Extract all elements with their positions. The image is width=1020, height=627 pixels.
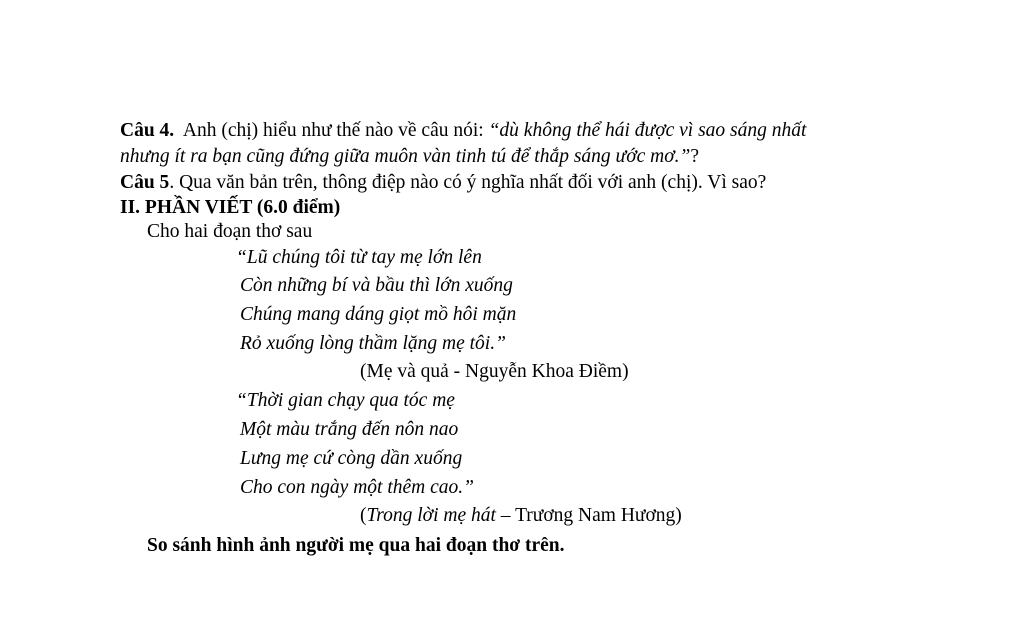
question-4-quote-part2: nhưng ít ra bạn cũng đứng giữa muôn vàn tinh tú để thắp sáng ước mơ.” — [120, 146, 691, 167]
question-5 — [120, 171, 766, 195]
question-4-tail: ? — [690, 146, 699, 167]
writing-task: So sánh hình ảnh người mẹ qua hai đoạn thơ trên. — [147, 535, 565, 556]
question-4-line-2 — [120, 145, 699, 169]
poem-2-source-title: Trong lời mẹ hát — [366, 505, 496, 526]
poem-1-source: (Mẹ và quả - Nguyễn Khoa Điềm) — [360, 361, 629, 382]
poem-1-line: “Lũ chúng tôi từ tay mẹ lớn lên — [236, 247, 482, 268]
poem-1-line: Chúng mang dáng giọt mồ hôi mặn — [240, 304, 517, 325]
poem-2-source-author: – Trương Nam Hương) — [495, 505, 682, 526]
section-intro: Cho hai đoạn thơ sau — [147, 221, 313, 242]
poem-2-source-open: ( — [360, 505, 367, 526]
poem-2-line: Một màu trắng đến nôn nao — [240, 419, 459, 440]
poem-2-source — [360, 504, 682, 528]
poem-1-line: Còn những bí và bầu thì lớn xuống — [240, 275, 513, 296]
section-heading: II. PHẦN VIẾT (6.0 điểm) — [120, 197, 341, 218]
question-4-text: Anh (chị) hiểu như thế nào về câu nói: — [182, 120, 484, 141]
poem-2-line: Cho con ngày một thêm cao.” — [240, 477, 474, 498]
question-4-quote-part1: “dù không thể hái được vì sao sáng nhất — [488, 120, 807, 141]
question-4-label: Câu 4. — [120, 120, 175, 141]
question-4-line-1 — [120, 119, 806, 143]
question-5-text: . Qua văn bản trên, thông điệp nào có ý nghĩa nhất đối với anh (chị). Vì sao? — [169, 172, 767, 193]
poem-2-line: Lưng mẹ cứ còng dần xuống — [240, 448, 463, 469]
question-5-label: Câu 5 — [120, 172, 170, 193]
poem-2-line: “Thời gian chạy qua tóc mẹ — [236, 390, 455, 411]
poem-1-line: Rỏ xuống lòng thầm lặng mẹ tôi.” — [240, 333, 506, 354]
